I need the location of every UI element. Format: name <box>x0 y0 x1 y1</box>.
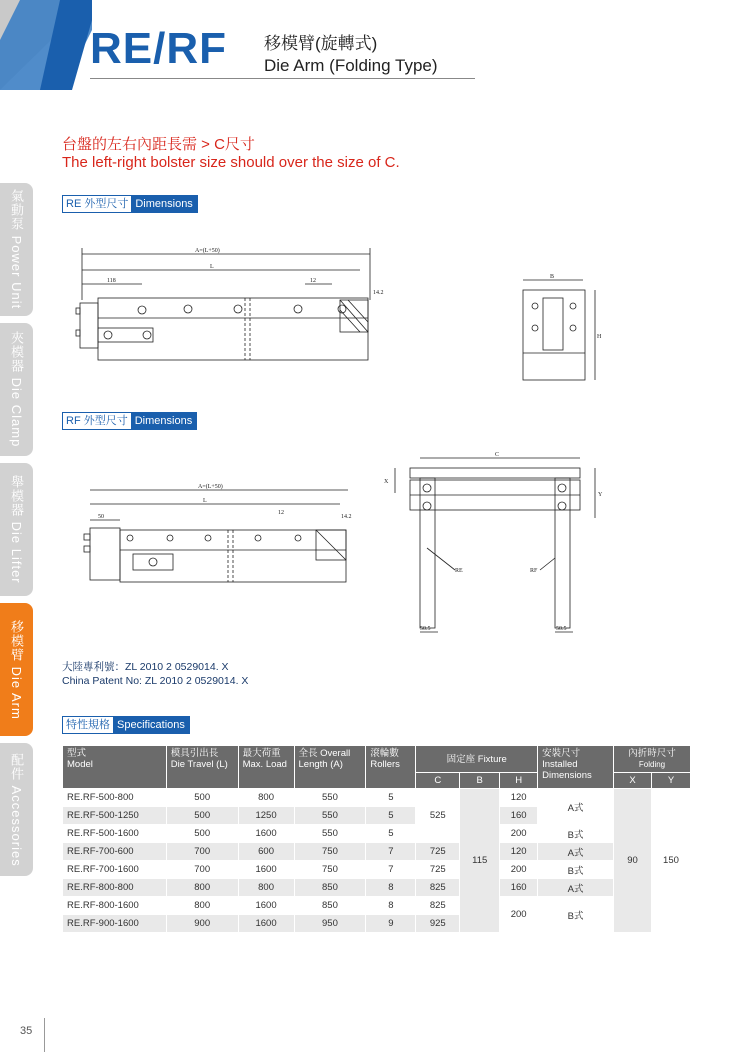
side-tab-die-arm[interactable] <box>0 603 33 736</box>
header-accent-bar <box>0 0 92 90</box>
dim-re-a: A=(L+50) <box>195 248 220 254</box>
dim-re-h: H <box>597 334 602 340</box>
dim-rf-y: Y <box>598 492 603 498</box>
table-row: RE.RF-700-1600 700 1600 750 7 725 200 B式 <box>63 861 691 879</box>
dim-rf-142: 14.2 <box>341 514 352 520</box>
col-load: 最大荷重 Max. Load <box>238 746 294 789</box>
patent-zh: 大陸專利號：ZL 2010 2 0529014. X <box>62 661 229 673</box>
side-tab-die-lifter[interactable] <box>0 463 33 596</box>
dim-rf-505-left: 50.5 <box>420 626 431 632</box>
side-tab-accessories[interactable] <box>0 743 33 876</box>
dim-rf-505-right: 50.5 <box>556 626 567 632</box>
dim-rf-50: 50 <box>98 514 104 520</box>
dim-re-b: B <box>550 274 555 280</box>
page-subtitle-zh: 移模臂(旋轉式) <box>264 34 378 53</box>
dim-re-142: 14.2 <box>373 290 384 296</box>
table-row: RE.RF-500-1250 500 1250 550 5 160 <box>63 807 691 825</box>
col-x: X <box>614 773 652 789</box>
col-c: C <box>416 773 460 789</box>
col-travel: 模具引出長 Die Travel (L) <box>166 746 238 789</box>
tag-prefix: RF 外型尺寸 <box>63 413 131 429</box>
tag-label: Dimensions <box>131 196 196 212</box>
page-number: 35 <box>20 1025 33 1037</box>
rf-dimensions-tag <box>62 412 197 430</box>
dim-rf-c: C <box>495 452 500 458</box>
label-rf-rf: RF <box>530 568 538 574</box>
page-title: RE/RF <box>90 24 227 73</box>
side-tab-die-clamp[interactable] <box>0 323 33 456</box>
re-dimensions-tag <box>62 195 198 213</box>
label-rf-re: RE <box>455 568 463 574</box>
note-en: The left-right bolster size should over the size of C. <box>62 154 400 171</box>
tag-label: Dimensions <box>131 413 196 429</box>
note-zh: 台盤的左右內距長需 > C尺寸 <box>62 136 255 153</box>
table-row: RE.RF-800-800 800 800 850 8 825 160 A式 <box>63 879 691 897</box>
dim-re-118: 118 <box>107 278 116 284</box>
col-installed: 安裝尺寸 Installed Dimensions <box>538 746 614 789</box>
rf-front-view-drawing <box>380 448 610 648</box>
rf-side-view-drawing <box>78 478 368 588</box>
side-tab-label: 舉模器 Die Lifter <box>9 475 24 584</box>
side-tab-label: 配件 Accessories <box>9 752 24 867</box>
col-h: H <box>500 773 538 789</box>
table-row: RE.RF-500-1600 500 1600 550 5 200 B式 <box>63 825 691 843</box>
col-b: B <box>460 773 500 789</box>
table-row: RE.RF-500-800 500 800 550 5 525 115 120 A式 90 150 <box>63 789 691 807</box>
col-y: Y <box>651 773 690 789</box>
specifications-tag <box>62 716 190 734</box>
col-folding: 內折時尺寸 Folding <box>614 746 691 773</box>
col-rollers: 滾輪數 Rollers <box>366 746 416 789</box>
dim-rf-12: 12 <box>278 510 284 516</box>
page-number-rule <box>44 1018 45 1052</box>
dim-re-l: L <box>210 264 214 270</box>
specifications-table <box>62 745 691 933</box>
re-side-view-drawing <box>70 240 390 390</box>
table-row: RE.RF-900-1600 900 1600 950 9 925 <box>63 915 691 933</box>
table-row: RE.RF-800-1600 800 1600 850 8 825 200 B式 <box>63 897 691 915</box>
tag-prefix: 特性規格 <box>63 717 113 733</box>
table-row: RE.RF-700-600 700 600 750 7 725 120 A式 <box>63 843 691 861</box>
col-model: 型式 Model <box>63 746 167 789</box>
side-tab-label: 氣動泵 Power Unit <box>9 189 24 310</box>
col-length: 全長 Overall Length (A) <box>294 746 366 789</box>
page-subtitle-en: Die Arm (Folding Type) <box>264 56 438 75</box>
tag-prefix: RE 外型尺寸 <box>63 196 131 212</box>
dim-rf-l: L <box>203 498 207 504</box>
tag-label: Specifications <box>113 717 189 733</box>
re-front-view-drawing <box>505 268 610 388</box>
dim-rf-a: A=(L+50) <box>198 484 223 490</box>
col-fixture: 固定座 Fixture <box>416 746 538 773</box>
dim-rf-x: X <box>384 479 389 485</box>
dim-re-12: 12 <box>310 278 316 284</box>
header-rule <box>90 78 475 79</box>
side-tab-label: 移模臂 Die Arm <box>9 619 24 720</box>
patent-en: China Patent No: ZL 2010 2 0529014. X <box>62 675 249 687</box>
side-tab-label: 夾模器 Die Clamp <box>9 331 24 448</box>
side-tab-power-unit[interactable] <box>0 183 33 316</box>
